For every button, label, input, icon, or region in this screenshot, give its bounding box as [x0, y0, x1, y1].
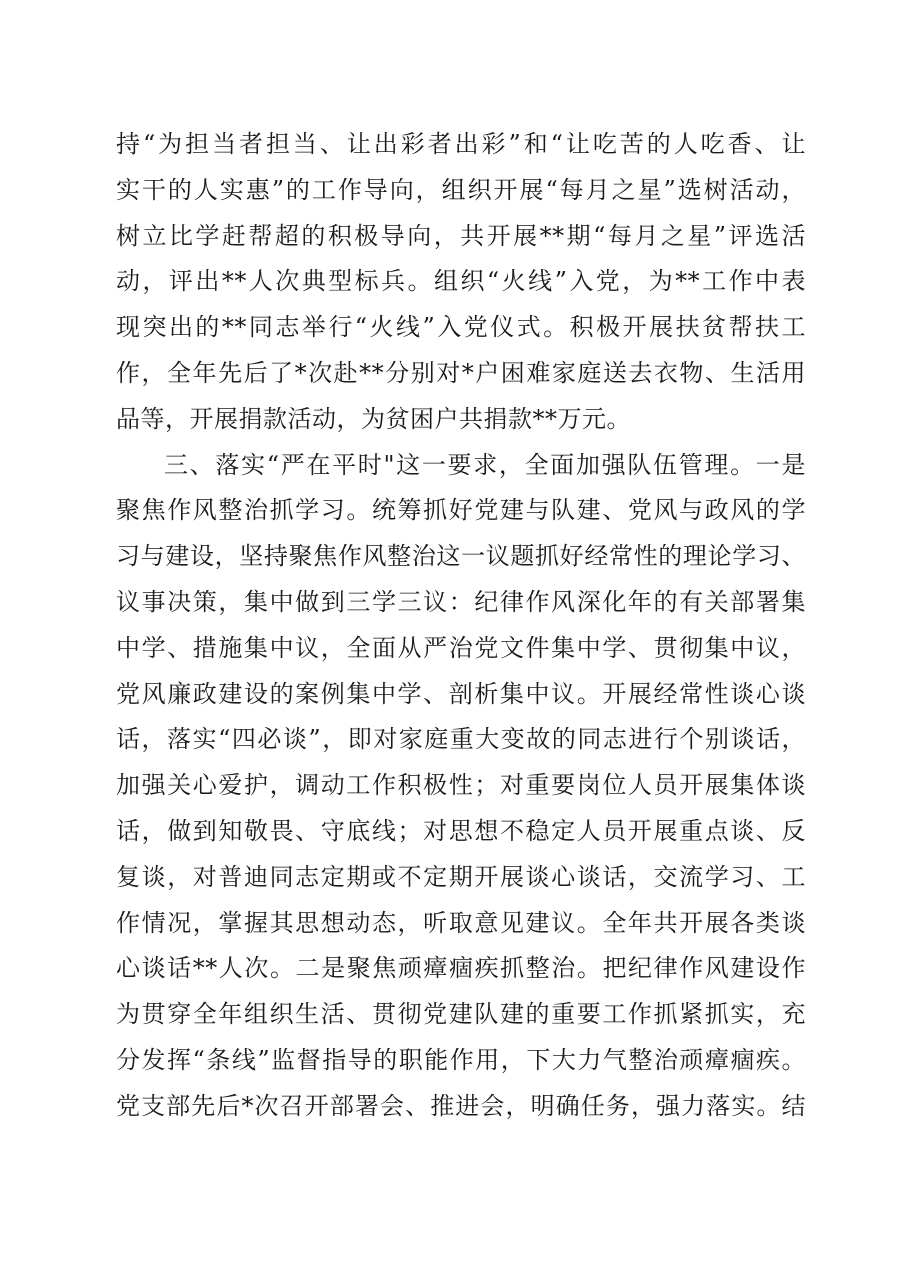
text-line-15: 加强关心爱护，调动工作积极性；对重要岗位人员开展集体谈	[116, 771, 806, 800]
text-line-12: 中学、措施集中议，全面从严治党文件集中学、贯彻集中议，	[116, 633, 806, 662]
text-line-9: 聚焦作风整治抓学习。统筹抓好党建与队建、党风与政风的学	[116, 496, 806, 525]
text-line-22: 党支部先后*次召开部署会、推进会，明确任务，强力落实。结	[116, 1091, 806, 1120]
text-line-18: 作情况，掌握其思想动态，听取意见建议。全年共开展各类谈	[116, 908, 806, 937]
text-line-4: 动，评出**人次典型标兵。组织“火线”入党，为**工作中表	[116, 267, 806, 296]
text-line-11: 议事决策，集中做到三学三议：纪律作风深化年的有关部署集	[116, 587, 806, 616]
text-line-14: 话，落实“四必谈”，即对家庭重大变故的同志进行个别谈话，	[116, 725, 806, 754]
text-line-10: 习与建设，坚持聚焦作风整治这一议题抓好经常性的理论学习、	[116, 542, 806, 571]
text-line-6: 作，全年先后了*次赴**分别对*户困难家庭送去衣物、生活用	[116, 358, 806, 387]
text-line-20: 为贯穿全年组织生活、贯彻党建队建的重要工作抓紧抓实，充	[116, 1000, 806, 1029]
text-line-1: 持“为担当者担当、让出彩者出彩”和“让吃苦的人吃香、让	[116, 130, 806, 158]
text-line-7: 品等，开展捐款活动，为贫困户共捐款**万元。	[116, 404, 631, 433]
text-line-17: 复谈，对普迪同志定期或不定期开展谈心谈话，交流学习、工	[116, 862, 806, 891]
text-line-2: 实干的人实惠”的工作导向，组织开展“每月之星”选树活动，	[116, 175, 806, 204]
text-line-5: 现突出的**同志举行“火线”入党仪式。积极开展扶贫帮扶工	[116, 313, 806, 342]
body-text	[116, 122, 806, 1130]
text-line-13: 党风廉政建设的案例集中学、剖析集中议。开展经常性谈心谈	[116, 679, 806, 708]
text-line-21: 分发挥“条线”监督指导的职能作用，下大力气整治顽瘴痼疾。	[116, 1045, 806, 1074]
text-line-19: 心谈话**人次。二是聚焦顽瘴痼疾抓整治。把纪律作风建设作	[116, 954, 806, 983]
text-line-16: 话，做到知敬畏、守底线；对思想不稳定人员开展重点谈、反	[116, 816, 806, 845]
text-line-3: 树立比学赶帮超的积极导向，共开展**期“每月之星”评选活	[116, 221, 806, 250]
text-line-8: 三、落实“严在平时"这一要求，全面加强队伍管理。一是	[164, 450, 806, 479]
